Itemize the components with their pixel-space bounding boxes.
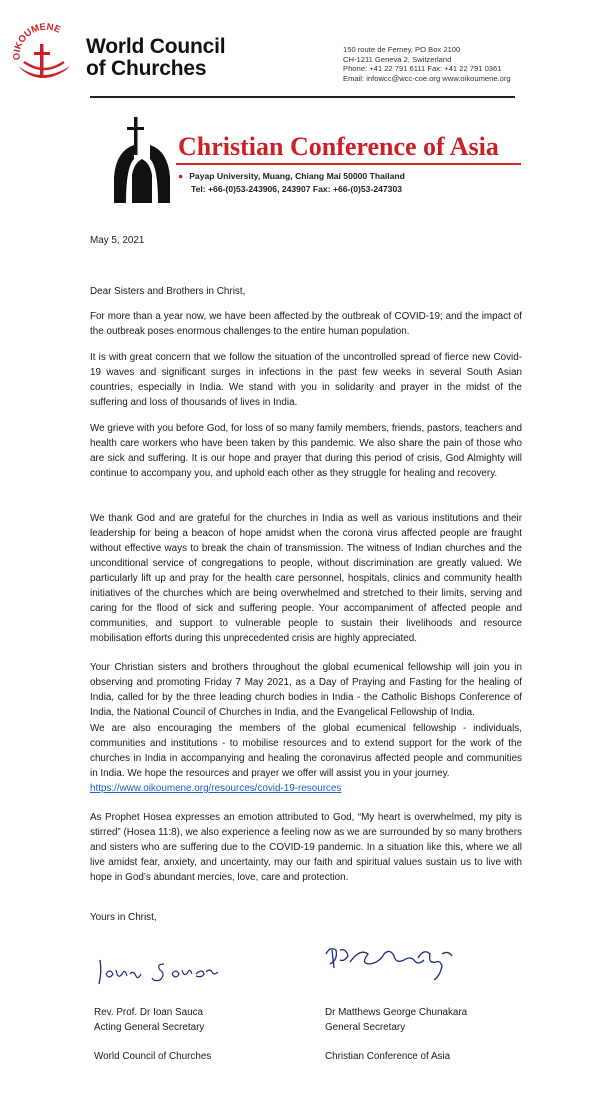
left-signatory-org: World Council of Churches bbox=[94, 1051, 212, 1062]
right-signatory-name: Dr Matthews George Chunakara bbox=[325, 1007, 468, 1018]
paragraph-5: Your Christian sisters and brothers throughout the global ecumenical fellowship will join you in observing and promoting Friday 7 May 2021, as a Day of Praying and Fasting for the healing of India, called for by the three leading church bodies in India - the Catholic Bishops Conference of India, the National Council of Churches in India, and the Evangelical Fellowship of India. bbox=[90, 662, 522, 718]
paragraph-4: We thank God and are grateful for the churches in India as well as various institutions and their leadership for being a beacon of hope amidst when the corona virus affected people are fraught without effective ways to break the chain of transmission. The witness of Indian churches and the unconditional service of congregations to people, without discrimination are greatly valued. We particularly lift up and pray for the health care personnel, hospitals, clinics and community health initiatives of the churches which are being overwhelmed and stretched to their limits, serving and caring for the flood of sick and suffering people. Your accompaniment of affected people and communities, and support to vulnerable people to sustain their livelihoods and resource mobilisation efforts during this unprecedented crisis are highly appreciated. bbox=[90, 513, 522, 644]
wcc-address-line2: CH-1211 Geneva 2, Switzerland bbox=[343, 54, 452, 64]
cca-address bbox=[178, 170, 405, 195]
wcc-address bbox=[343, 45, 511, 83]
paragraph-7: As Prophet Hosea expresses an emotion attributed to God, “My heart is overwhelmed, my pity is stirred” (Hosea 11:8), we also experience a feeling now as we are surrounded by so many brothers and sisters who are suffering due to the COVID-19 pandemic. In a situation like this, where we all live amidst fear, anxiety, and uncertainty, may our faith and spiritual values sustain us to live with hope in God’s abundant mercies, love, care and protection. bbox=[90, 812, 522, 883]
salutation: Dear Sisters and Brothers in Christ, bbox=[90, 286, 246, 297]
wcc-address-line4: Email: infowcc@wcc-coe.org www.oikoumene.org bbox=[343, 73, 511, 83]
wcc-name-line2: of Churches bbox=[86, 57, 207, 80]
cca-rule bbox=[176, 163, 521, 165]
cca-address-line2: Tel: +66-(0)53-243906, 243907 Fax: +66-(0)53-247303 bbox=[191, 183, 403, 194]
header-divider bbox=[90, 96, 515, 98]
wcc-name-line1: World Council bbox=[86, 35, 226, 58]
paragraph-3: We grieve with you before God, for loss of so many family members, friends, pastors, teachers and health care workers who have been taken by this pandemic. We also share the pain of those who are sick and suffering. It is our hope and prayer that during this period of crisis, God Almighty will continue to accompany you, and uphold each other as they struggle for healing and recovery. bbox=[90, 423, 522, 479]
svg-text:OIKOUMENE: OIKOUMENE bbox=[11, 22, 63, 61]
left-signatory-title: Acting General Secretary bbox=[94, 1022, 205, 1033]
cca-address-line1: Payap University, Muang, Chiang Mai 50000 Thailand bbox=[189, 171, 405, 181]
cca-title: Christian Conference of Asia bbox=[178, 132, 499, 161]
signature-ioan-sauca bbox=[94, 952, 244, 988]
cca-logo bbox=[114, 117, 170, 203]
wcc-logo bbox=[10, 22, 82, 88]
paragraph-2: It is with great concern that we follow the situation of the uncontrolled spread of fierce new Covid-19 waves and significant surges in infections in the past few weeks in several South Asian countries, especially in India. We stand with you in solidarity and prayer in the midst of the suffering and loss of thousands of lives in India. bbox=[90, 352, 522, 408]
covid-resources-link[interactable]: https://www.oikoumene.org/resources/covid-19-resources bbox=[90, 783, 342, 794]
paragraph-1: For more than a year now, we have been affected by the outbreak of COVID-19; and the impact of the outbreak poses enormous challenges to the entire human population. bbox=[90, 311, 522, 337]
right-signatory-title: General Secretary bbox=[325, 1022, 406, 1033]
left-signatory-name: Rev. Prof. Dr Ioan Sauca bbox=[94, 1007, 204, 1018]
wcc-name bbox=[86, 36, 225, 80]
right-signatory-org: Christian Conference of Asia bbox=[325, 1051, 451, 1062]
signature-matthews-chunakara bbox=[322, 940, 472, 982]
wcc-address-line3: Phone: +41 22 791 6111 Fax: +41 22 791 0361 bbox=[343, 64, 502, 73]
wcc-address-line1: 150 route de Ferney, PO Box 2100 bbox=[343, 45, 461, 54]
letter-date: May 5, 2021 bbox=[90, 235, 145, 246]
closing: Yours in Christ, bbox=[90, 912, 157, 923]
bullet-icon: ● bbox=[178, 171, 184, 181]
paragraph-6: We are also encouraging the members of the global ecumenical fellowship - individuals, communities and institutions - to mobilise resources and to extend support for the work of the churches in India in accompanying and healing the coronavirus affected people and communities in India. We hope the resources and prayer we offer will assist you in your journey. bbox=[90, 723, 522, 779]
